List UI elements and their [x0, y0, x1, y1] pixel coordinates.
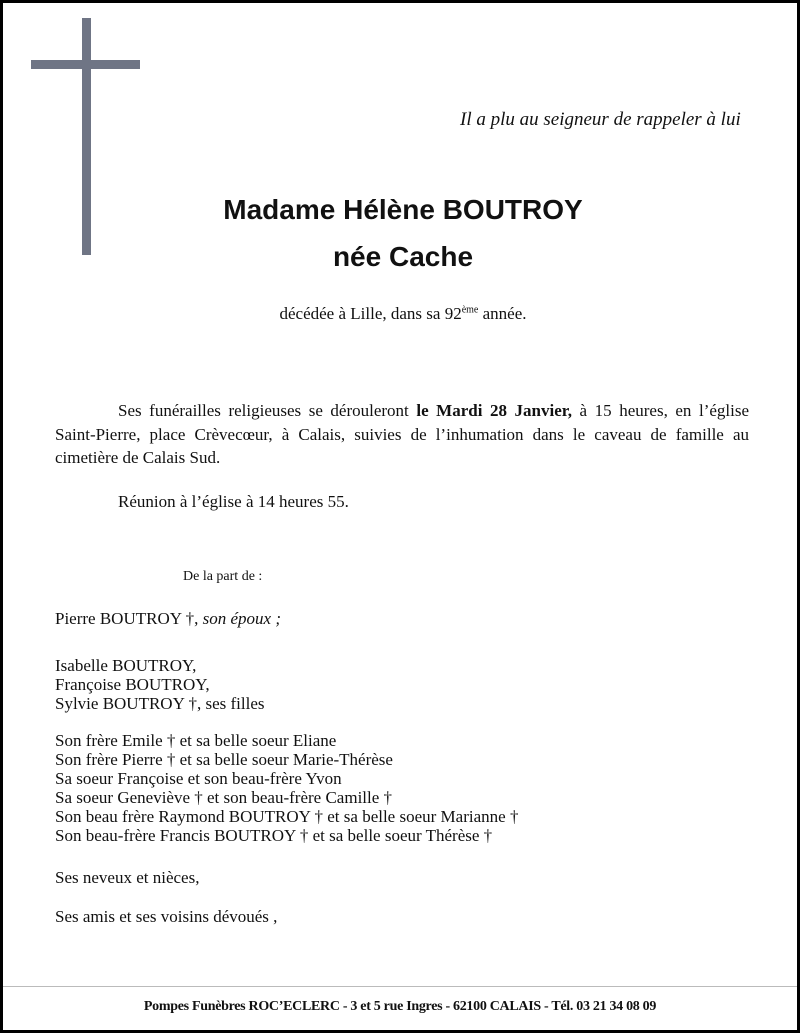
death-sup: ème: [461, 304, 479, 316]
maiden-name: née Cache: [332, 241, 474, 272]
meeting-line: Réunion à l’église à 14 heures 55.: [118, 492, 349, 511]
funeral-date: le Mardi 28 Janvier,: [416, 401, 572, 420]
funeral-paragraph: [55, 399, 749, 470]
list-item: Son frère Pierre † et sa belle soeur Marie-Thérèse: [55, 749, 393, 769]
siblings-list: [55, 732, 518, 845]
list-item: Isabelle BOUTROY,: [55, 656, 197, 675]
list-item: Sylvie BOUTROY †, ses filles: [55, 693, 265, 713]
list-item: Son beau-frère Francis BOUTROY † et sa belle soeur Thérèse †: [55, 825, 493, 845]
spouse-line: [55, 610, 281, 629]
intro-line: Il a plu au seigneur de rappeler à lui: [460, 109, 741, 130]
daughters-list: [55, 657, 265, 714]
funeral-post: à 15 heures, en l’église Saint-Pierre, place Crèvecœur, à Calais, suivies de l’inhumation dans le caveau de famille au cimetière de Calais Sud.: [55, 401, 750, 467]
funeral-home-footer: Pompes Funèbres ROC’ECLERC - 3 et 5 rue Ingres - 62100 CALAIS - Tél. 03 21 34 08 09: [143, 999, 657, 1014]
obituary-notice: [3, 3, 797, 1030]
death-end: année.: [478, 304, 527, 323]
death-text: décédée à Lille, dans sa 92: [279, 304, 462, 323]
list-item: Son beau frère Raymond BOUTROY † et sa belle soeur Marianne †: [55, 806, 519, 826]
death-line: [3, 304, 797, 324]
cross-icon-bar: [31, 60, 140, 69]
spouse-role: son époux ;: [202, 609, 282, 628]
spouse-name: Pierre BOUTROY †,: [55, 609, 203, 628]
list-item: Son frère Emile † et sa belle soeur Eliane: [55, 731, 337, 750]
nephews-line: Ses neveux et nièces,: [55, 868, 200, 887]
deceased-name: Madame Hélène BOUTROY: [223, 194, 583, 225]
list-item: Sa soeur Françoise et son beau-frère Yvon: [55, 768, 342, 788]
list-item: Françoise BOUTROY,: [55, 674, 210, 694]
from-label: De la part de :: [183, 569, 263, 584]
funeral-pre: Ses funérailles religieuses se dérouleront: [118, 401, 417, 420]
friends-line: Ses amis et ses voisins dévoués ,: [55, 907, 278, 926]
footer-divider: [3, 986, 797, 987]
list-item: Sa soeur Geneviève † et son beau-frère Camille †: [55, 787, 393, 807]
